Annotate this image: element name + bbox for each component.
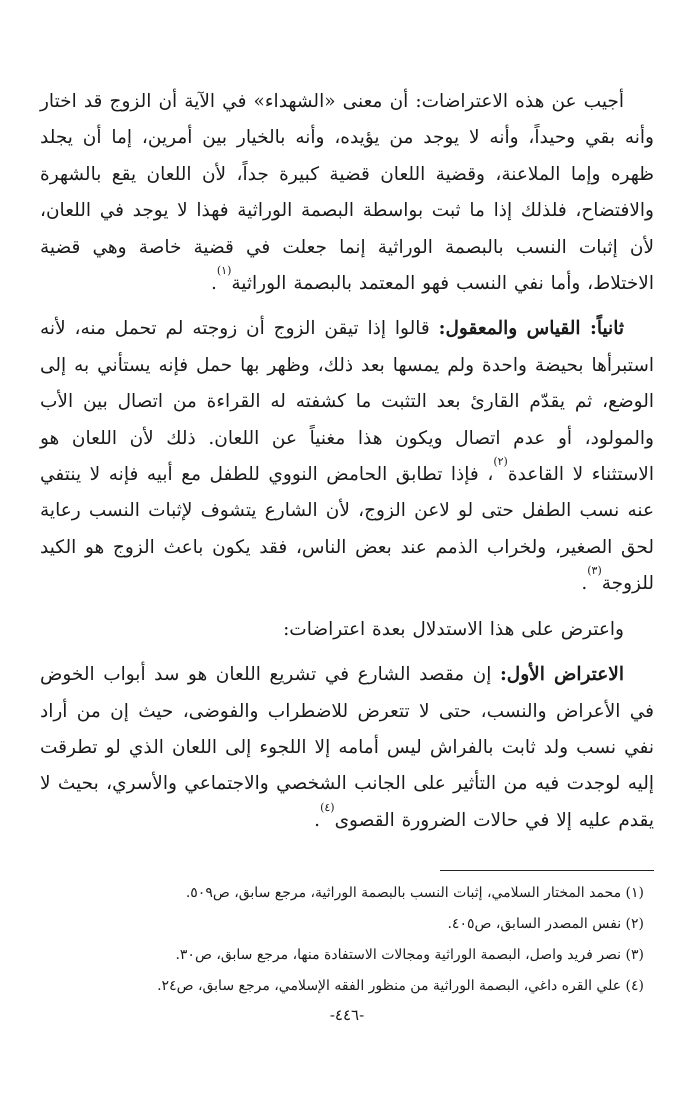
footnote-separator <box>440 870 654 871</box>
footnote-ref: (١) <box>216 264 232 278</box>
paragraph-analogy <box>40 311 654 602</box>
paragraph-text: قالوا إذا تيقن الزوج أن زوجته لم تحمل منه، لأنه استبرأها بحيضة واحدة ولم يمسها بعد ذلك، وظهر بها حمل فإنه يستأني به إلى الوضع، ثم يقدّم القارئ بعد التثبت ما كشفته له القراءة من اتصال بين الأب والمولود، أو عدم اتصال ويكون هذا مغنياً عن اللعان. ذلك لأن اللعان هو الاستثناء لا القاعدة <box>40 318 654 486</box>
footnotes <box>40 878 644 1002</box>
footnote-ref: (٢) <box>493 455 508 469</box>
section-heading: ثانياً: القياس والمعقول: <box>438 318 624 340</box>
paragraph-text: إن مقصد الشارع في تشريع اللعان هو سد أبواب الخوض في الأعراض والنسب، حتى لا تتعرض للاضطراب والفوضى، حيث إن من أراد نفي نسب ولد ثابت بالفراش ليس أمامه إلا اللجوء إلى اللعان الذي لو تطرقت إليه لوجدت فيه من التأثير على الجانب الشخصي والاجتماعي والأسري، بحيث لا يقدم عليه إلا في حالات الضرورة القصوى <box>40 664 654 831</box>
footnote-ref: (٤) <box>320 800 335 814</box>
paragraph-end: . <box>314 809 321 831</box>
footnote-1: (١) محمد المختار السلامي، إثبات النسب بالبصمة الوراثية، مرجع سابق، ص٥٠٩. <box>185 885 644 901</box>
section-heading: الاعتراض الأول: <box>499 664 624 686</box>
paragraph-objections-intro <box>40 612 654 648</box>
main-text <box>40 84 654 839</box>
paragraph-answer <box>40 84 654 302</box>
paragraph-first-objection <box>40 657 654 839</box>
footnote-ref: (٣) <box>587 564 602 578</box>
footnote-2: (٢) نفس المصدر السابق، ص٤٠٥. <box>447 916 644 932</box>
paragraph-text: واعترض على هذا الاستدلال بعدة اعتراضات: <box>283 618 624 640</box>
paragraph-end: . <box>210 273 217 295</box>
footnote-3: (٣) نصر فريد واصل، البصمة الوراثية ومجالات الاستفادة منها، مرجع سابق، ص٣٠. <box>175 947 644 963</box>
paragraph-text-continued: ، فإذا تطابق الحامض النووي للطفل مع أبيه فإنه لا ينتفي عنه نسب الطفل حتى لو لاعن الزوج، لأن الشارع يتشوف لإثبات النسب رعاية لحق الصغير، ولخراب الذمم عند بعض الناس، فقد يكون باعث الزوج هو الكيد للزوجة <box>40 464 654 595</box>
paragraph-text: أجيب عن هذه الاعتراضات: أن معنى «الشهداء» في الآية أن الزوج قد اختار وأنه بقي وحيداً، وأنه لا يوجد من يؤيده، وأنه بالخيار بين أمرين، إما أن يجلد ظهره وإما الملاعنة، وقضية اللعان قضية كبيرة جداً، لأن اللعان يقع بالشهرة والافتضاح، فلذلك إذا ما ثبت بواسطة البصمة الوراثية فهذا لا يوجد في اللعان، لأن إثبات النسب بالبصمة الوراثية إنما جعلت في قضية خاصة وهي قضية الاختلاط، وأما نفي النسب فهو المعتمد بالبصمة الوراثية <box>40 91 654 295</box>
page-number: -٤٤٦- <box>329 1006 365 1024</box>
footnote-4: (٤) علي القره داغي، البصمة الوراثية من منظور الفقه الإسلامي، مرجع سابق، ص٢٤. <box>157 978 644 994</box>
paragraph-end: . <box>581 573 588 595</box>
